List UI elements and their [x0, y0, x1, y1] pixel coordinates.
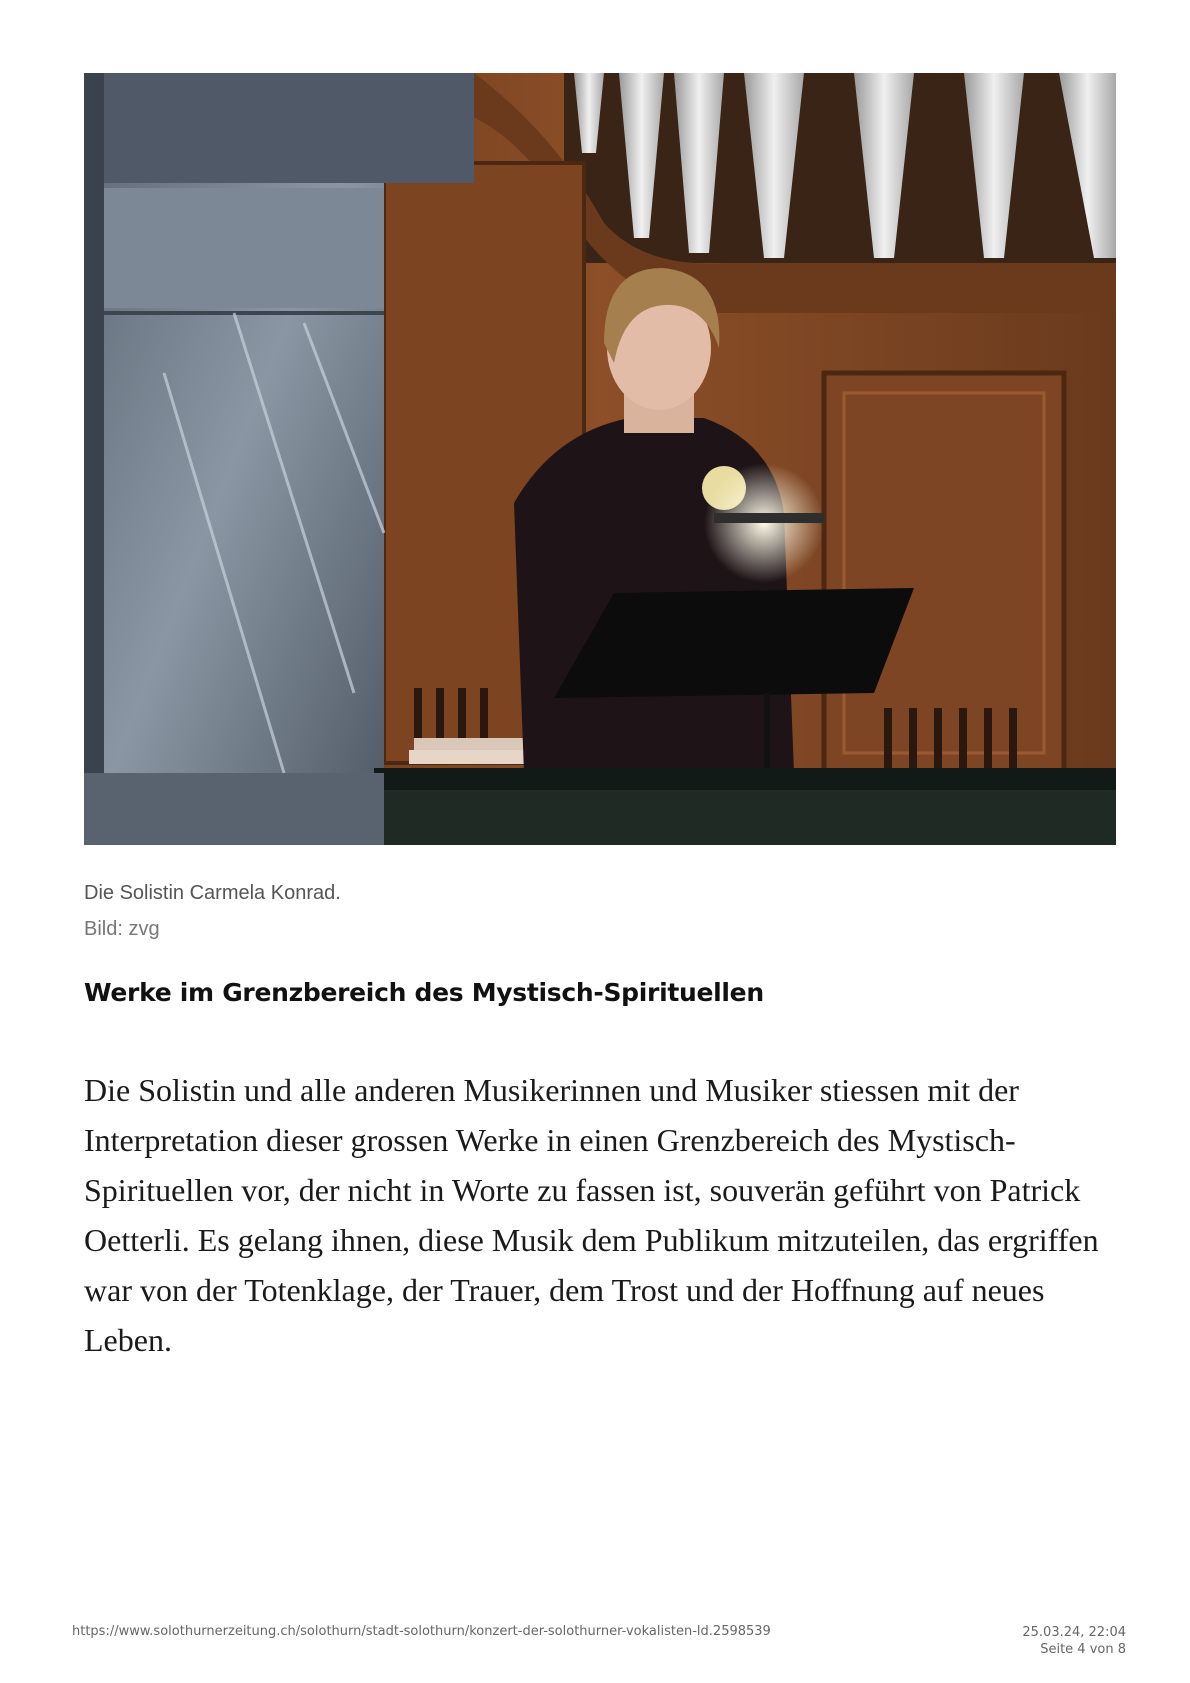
- footer-url[interactable]: https://www.solothurnerzeitung.ch/solothurn/stadt-solothurn/konzert-der-solothurner-vokalisten-ld.2598539: [72, 1624, 771, 1639]
- article-photo: [84, 73, 1116, 845]
- soloist-illustration: [84, 73, 1116, 845]
- article-paragraph: Die Solistin und alle anderen Musikerinnen und Musiker stiessen mit der Interpretation dieser grossen Werke in einen Grenzbereich des Mystisch-Spirituellen vor, der nicht in Worte zu fassen ist, souverän geführt von Patrick Oetterli. Es gelang ihnen, diese Musik dem Publikum mitzuteilen, das ergriffen war von der Totenklage, der Trauer, dem Trost und der Hoffnung auf neues Leben.: [84, 1072, 1099, 1358]
- photo-caption-block: [84, 875, 341, 947]
- footer-meta: [1022, 1624, 1126, 1658]
- footer-datetime: 25.03.24, 22:04: [1022, 1625, 1126, 1640]
- photo-credit: Bild: zvg: [84, 918, 160, 940]
- photo-caption: Die Solistin Carmela Konrad.: [84, 882, 341, 904]
- section-heading: Werke im Grenzbereich des Mystisch-Spirituellen: [84, 978, 764, 1007]
- footer-page-number: Seite 4 von 8: [1040, 1642, 1126, 1657]
